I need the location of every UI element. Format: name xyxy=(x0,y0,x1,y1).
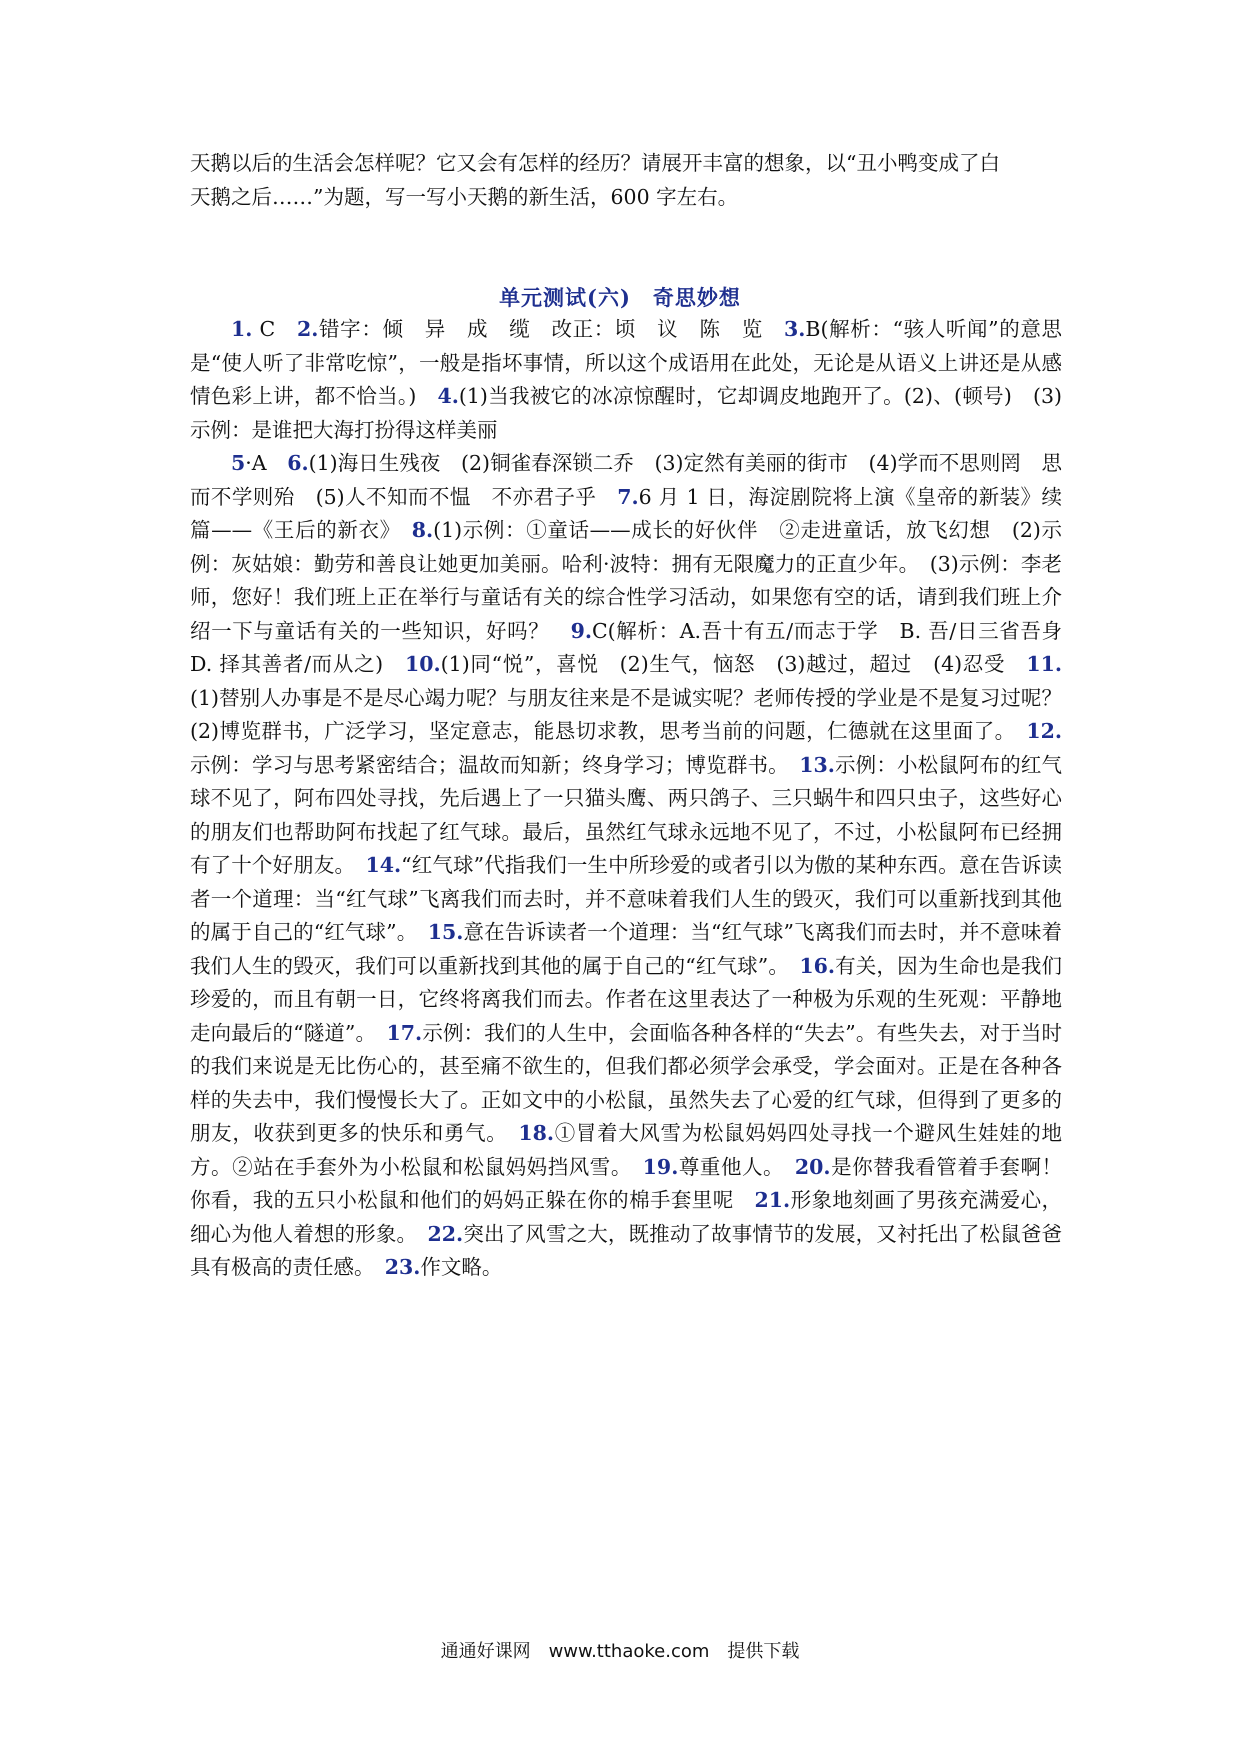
question-number: 5 xyxy=(231,451,246,475)
question-number: 19. xyxy=(642,1154,679,1179)
answer-text: “红气球”代指我们一生中所珍爱的或者引以为傲的某种东西。意在告诉读者一个道理：当“红气球”飞离我们而去时，并不意味着我们人生的毁灭，我们可以重新找到其他的属于自己的“红气球”。 xyxy=(190,853,1062,944)
answer-text: 作文略。 xyxy=(420,1255,503,1279)
answer-text: (1)替别人办事是不是尽心竭力呢？与朋友往来是不是诚实呢？老师传授的学业是不是复习过呢？ (2)博览群书，广泛学习，坚定意志，能恳切求教，思考当前的问题，仁德就在这里面了。 xyxy=(190,685,1083,743)
question-number: 13. xyxy=(799,752,835,777)
section-title: 单元测试(六) 奇思妙想 xyxy=(499,285,741,310)
answer-text: (1)同“悦”，喜悦 (2)生气，恼怒 (3)越过，超过 (4)忍受 xyxy=(440,652,1027,676)
question-number: 12. xyxy=(1026,719,1062,743)
answer-text: 突出了风雪之大，既推动了故事情节的发展，又衬托出了松鼠爸爸具有极高的责任感。 xyxy=(190,1221,1063,1279)
question-number: 6. xyxy=(287,451,309,475)
intro-line-1: 天鹅以后的生活会怎样呢？它又会有怎样的经历？请展开丰富的想象，以“丑小鸭变成了白 xyxy=(190,151,1000,175)
answer-text: 尊重他人。 xyxy=(678,1154,795,1179)
question-number: 4. xyxy=(437,384,459,408)
answer-text: B(解析：“骇人听闻”的意思是“使人听了非常吃惊”，一般是指坏事情，所以这个成语用在此处，无论是从语义上讲还是从感情色彩上讲，都不恰当。) xyxy=(190,317,1063,408)
answer-text: 意在告诉读者一个道理：当“红气球”飞离我们而去时，并不意味着我们人生的毁灭，我们可以重新找到其他的属于自己的“红气球”。 xyxy=(190,920,1062,978)
question-number: 10. xyxy=(405,652,441,676)
question-number: 16. xyxy=(799,953,836,978)
answers-section xyxy=(190,313,1083,1285)
question-number: 9. xyxy=(570,618,592,643)
answer-text: 有关，因为生命也是我们珍爱的，而且有朝一日，它终将离我们而去。作者在这里表达了一种极为乐观的生死观：平静地走向最后的“隧道”。 xyxy=(190,953,1063,1045)
question-number: 2. xyxy=(297,317,319,341)
intro-line-2: 天鹅之后……”为题，写一写小天鹅的新生活，600 字左右。 xyxy=(190,184,739,209)
answer-text: 示例：学习与思考紧密结合；温故而知新；终身学习；博览群书。 xyxy=(190,752,800,777)
answers-paragraph-2 xyxy=(190,447,1083,1285)
answer-text: 形象地刻画了男孩充满爱心，细心为他人着想的形象。 xyxy=(190,1188,1063,1246)
answer-text: 6 月 1 日，海淀剧院将上演《皇帝的新装》续篇——《王后的新衣》 xyxy=(190,484,1062,542)
question-number: 7. xyxy=(617,484,639,509)
answer-text: ·A xyxy=(245,451,288,475)
question-number: 21. xyxy=(754,1188,791,1212)
answer-text: C(解析：A.吾十有五/而志于学 B. 吾/日三省吾身 D. 择其善者/而从之) xyxy=(190,618,1083,676)
answers-paragraph-1 xyxy=(190,313,1062,447)
question-number: 18. xyxy=(518,1121,555,1145)
page-footer: 通通好课网 www.tthaoke.com 提供下载 xyxy=(440,1641,800,1662)
question-number: 11. xyxy=(1026,652,1062,676)
answer-text: 错字：倾 异 成 缆 改正：顷 议 陈 览 xyxy=(318,317,784,341)
answer-text: C xyxy=(252,317,298,341)
question-number: 20. xyxy=(794,1154,831,1179)
question-number: 14. xyxy=(365,853,402,877)
answer-text: (1)示例：①童话——成长的好伙伴 ②走进童话，放飞幻想 (2)示例：灰姑娘：勤劳和善良让她更加美丽。哈利·波特：拥有无限魔力的正直少年。 (3)示例：李老师，您好！我们班上正在举行与童话有关的综合性学习活动，如果您有空的话，请到我们班上介绍一下与童话有关的一些知识，好吗？ xyxy=(190,518,1063,643)
answer-text: (1)海日生残夜 (2)铜雀春深锁二乔 (3)定然有美丽的街市 (4)学而不思则罔 思而不学则殆 (5)人不知而不愠 不亦君子乎 xyxy=(190,451,1063,509)
question-number: 17. xyxy=(386,1020,423,1045)
answer-text: ①冒着大风雪为松鼠妈妈四处寻找一个避风生娃娃的地方。②站在手套外为小松鼠和松鼠妈妈挡风雪。 xyxy=(190,1121,1063,1179)
intro-paragraph xyxy=(190,147,1062,214)
question-number: 23. xyxy=(384,1255,421,1279)
question-number: 15. xyxy=(427,920,464,944)
question-number: 8. xyxy=(411,518,434,542)
answer-text: 示例：我们的人生中，会面临各种各样的“失去”。有些失去，对于当时的我们来说是无比伤心的，甚至痛不欲生的，但我们都必须学会承受，学会面对。正是在各种各样的失去中，我们慢慢长大了。正如文中的小松鼠，虽然失去了心爱的红气球，但得到了更多的朋友，收获到更多的快乐和勇气。 xyxy=(190,1020,1062,1145)
answer-text: 示例：小松鼠阿布的红气球不见了，阿布四处寻找，先后遇上了一只猫头鹰、两只鸽子、三只蜗牛和四只虫子，这些好心的朋友们也帮助阿布找起了红气球。最后，虽然红气球永远地不见了，不过，小松鼠阿布已经拥有了十个好朋友。 xyxy=(190,752,1063,877)
question-number: 3. xyxy=(783,317,806,341)
question-number: 1. xyxy=(231,317,253,341)
question-number: 22. xyxy=(427,1221,464,1246)
answer-text: 是你替我看管着手套啊！ 你看，我的五只小松鼠和他们的妈妈正躲在你的棉手套里呢 xyxy=(190,1154,1083,1212)
answer-text: (1)当我被它的冰凉惊醒时，它却调皮地跑开了。(2)、(顿号) (3)示例：是谁把大海打扮得这样美丽 xyxy=(190,384,1062,442)
